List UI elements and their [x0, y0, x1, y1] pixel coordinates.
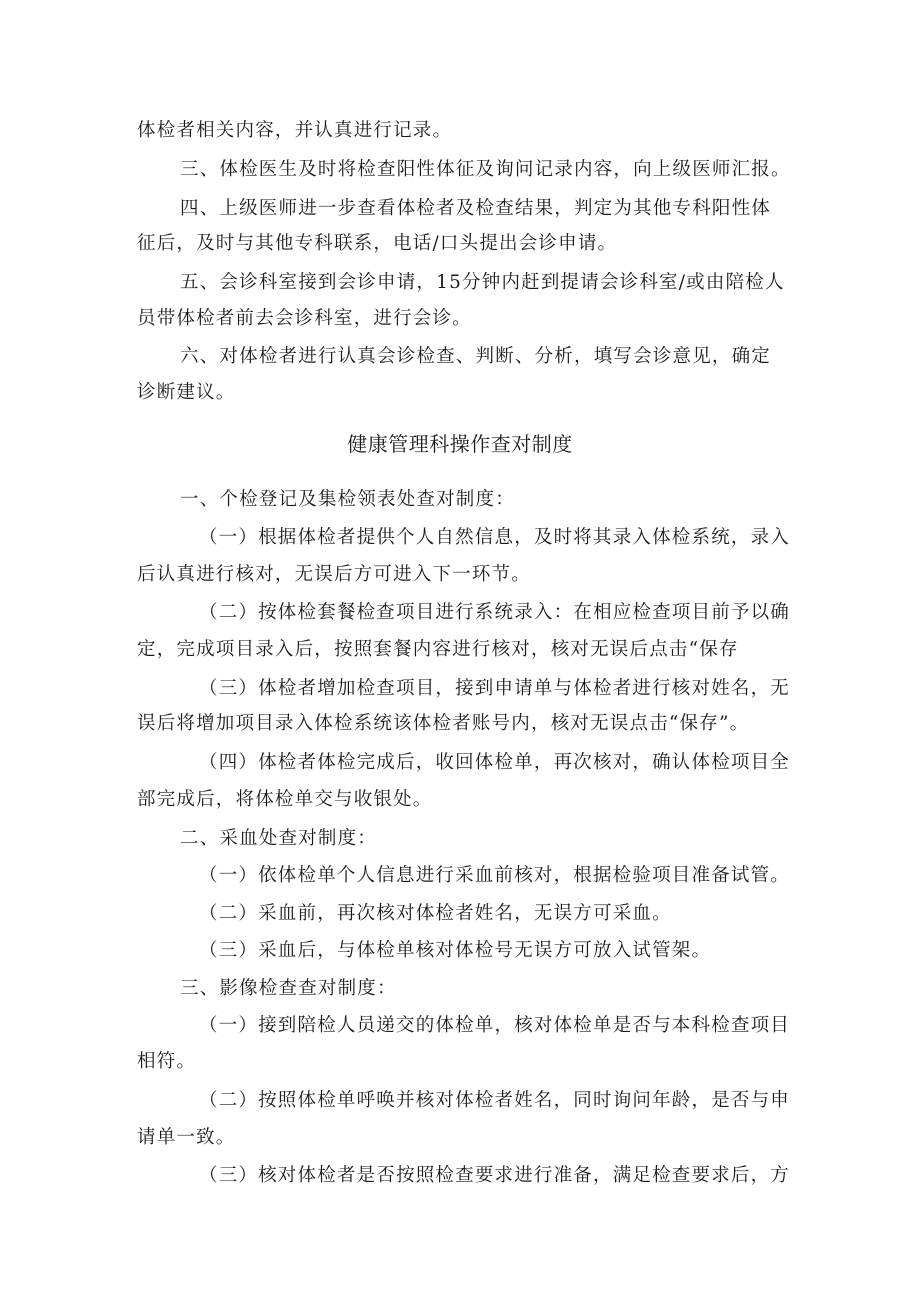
text-line: （一）接到陪检人员递交的体检单，核对体检单是否与本科检查项目: [199, 1015, 791, 1036]
section-heading: 三、影像检查查对制度：: [180, 978, 397, 999]
text-line: （四）体检者体检完成后，收回体检单，再次核对，确认体检项目全: [199, 752, 791, 773]
text-line: 相符。: [137, 1051, 197, 1072]
text-line: （一）依体检单个人信息进行采血前核对，根据检验项目准备试管。: [199, 865, 791, 886]
text-line: （二）按照体检单呼唤并核对体检者姓名，同时询问年龄，是否与申: [199, 1090, 791, 1111]
section-heading: 二、采血处查对制度：: [180, 828, 378, 849]
text-line: 征后，及时与其他专科联系，电话/口头提出会诊申请。: [137, 233, 618, 254]
text-line: 后认真进行核对，无误后方可进入下一环节。: [137, 564, 532, 585]
text-line: （三）采血后，与体检单核对体检号无误方可放入试管架。: [199, 940, 712, 961]
text-line: 六、对体检者进行认真会诊检查、判断、分析，填写会诊意见，确定: [180, 346, 772, 367]
text-line: （三）核对体检者是否按照检查要求进行准备，满足检查要求后，方: [199, 1165, 791, 1186]
text-line: 诊断建议。: [137, 382, 236, 403]
text-line: 体检者相关内容，并认真进行记录。: [137, 120, 453, 141]
text-line: （二）按体检套餐检查项目进行系统录入：在相应检查项目前予以确: [199, 602, 791, 623]
section-title: 健康管理科操作查对制度: [347, 432, 573, 456]
section-heading: 一、个检登记及集检领表处查对制度：: [180, 489, 515, 510]
text-line: （三）体检者增加检查项目，接到申请单与体检者进行核对姓名，无: [199, 678, 791, 699]
text-line: （二）采血前，再次核对体检者姓名，无误方可采血。: [199, 903, 672, 924]
text-line: 请单一致。: [137, 1127, 236, 1148]
text-line: 五、会诊科室接到会诊申请，15分钟内赶到提请会诊科室/或由陪检人: [180, 272, 785, 293]
text-line: 定，完成项目录入后，按照套餐内容进行核对，核对无误后点击“保存: [137, 639, 739, 660]
text-line: 部完成后，将体检单交与收银处。: [137, 789, 433, 810]
text-line: 误后将增加项目录入体检系统该体检者账号内，核对无误点击“保存”。: [137, 713, 750, 734]
text-line: 员带体检者前去会诊科室，进行会诊。: [137, 308, 472, 329]
text-line: 四、上级医师进一步查看体检者及检查结果，判定为其他专科阳性体: [180, 198, 772, 219]
text-line: （一）根据体检者提供个人自然信息，及时将其录入体检系统，录入: [199, 527, 791, 548]
text-line: 三、体检医生及时将检查阳性体征及询问记录内容，向上级医师汇报。: [180, 159, 791, 180]
